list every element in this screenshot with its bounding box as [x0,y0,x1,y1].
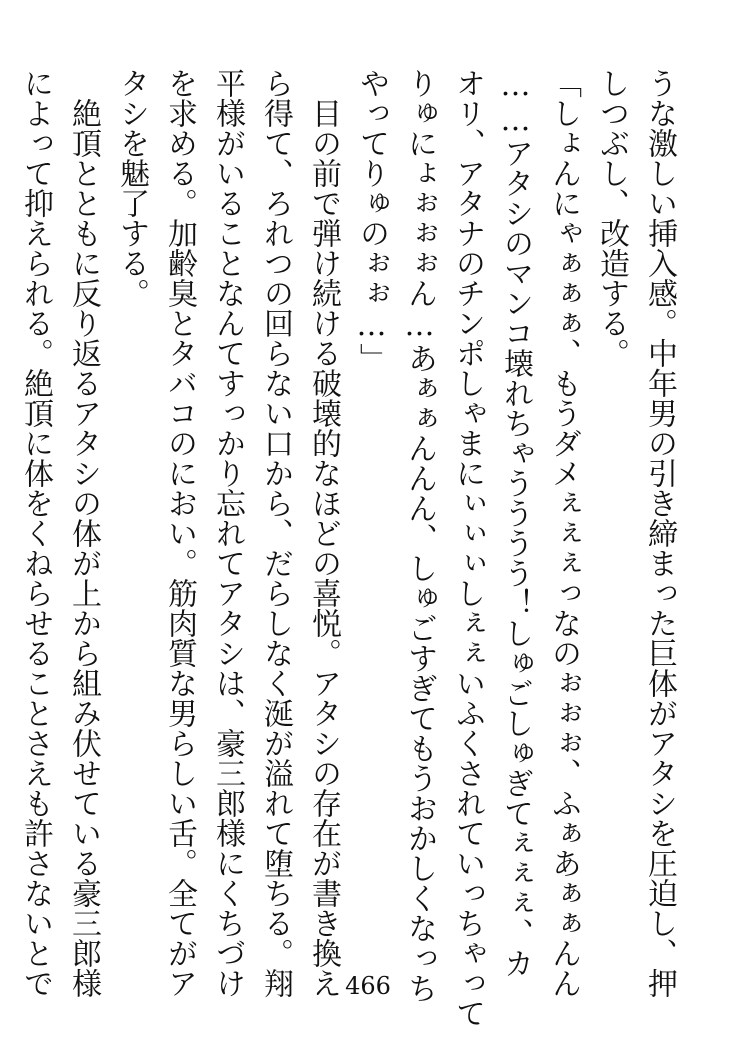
text-column-12: タシを魅了する。 [114,68,149,308]
text-column-13: 絶頂とともに反り返るアタシの体が上から組み伏せている豪三郎様 [66,68,101,998]
text-column-5: オリ、アタナのチンポしゃまにぃぃぃしぇぇいふくされていっちゃって [450,68,485,1028]
text-column-14: によって抑えられる。絶頂に体をくねらせることさえも許さないとで [18,68,53,998]
page-number: 466 [345,972,391,1000]
text-column-3: 「しょんにゃぁぁぁ、もうダメぇぇぇっなのぉぉぉ、ふぁあぁぁんん [546,68,581,998]
text-column-9: ら得て、ろれつの回らない口から、だらしなく涎が溢れて堕ちる。翔 [258,68,293,998]
text-column-7: やってりゅのぉぉ…」 [354,68,389,373]
text-column-8: 目の前で弾け続ける破壊的なほどの喜悦。アタシの存在が書き換え [306,68,341,998]
text-column-4: ……アタシのマンコ壊れちゃうううう！しゅごしゅぎてぇぇぇ、カ [498,68,533,978]
text-column-11: を求める。加齢臭とタバコのにおい。筋肉質な男らしい舌。全てがア [162,68,197,998]
text-column-1: うな激しい挿入感。中年男の引き締まった巨体がアタシを圧迫し、押 [642,68,677,998]
text-column-10: 平様がいることなんてすっかり忘れてアタシは、豪三郎様にくちづけ [210,68,245,998]
text-column-2: しつぶし、改造する。 [594,68,629,368]
text-column-6: りゅにょぉぉぉん…あぁぁんんん、しゅごすぎてもうおかしくなっち [402,68,437,1003]
